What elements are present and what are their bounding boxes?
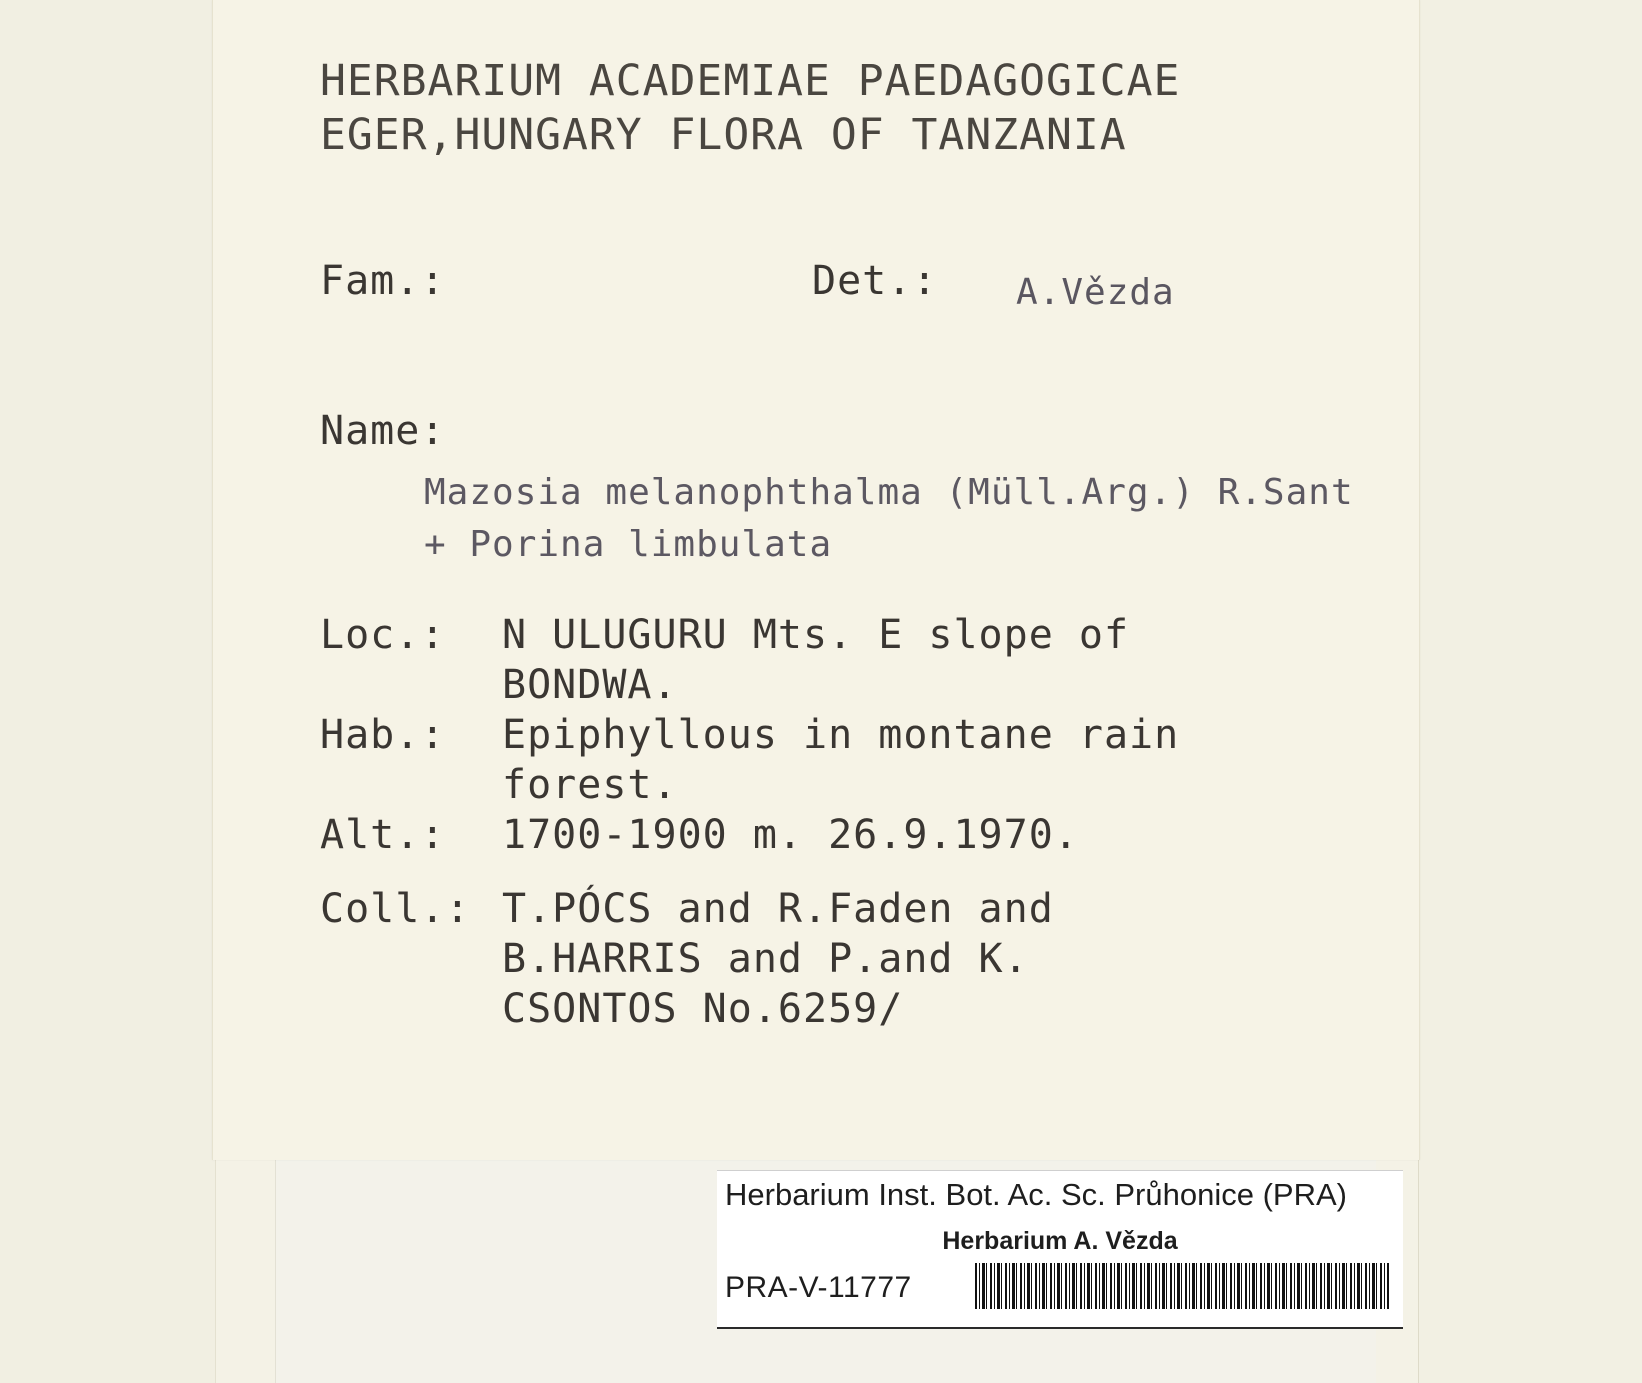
label-header-line2: EGER,HUNGARY FLORA OF TANZANIA	[320, 110, 1127, 160]
coll-label: Coll.:	[320, 886, 471, 932]
coll-line-2: B.HARRIS and P.and K.	[502, 936, 1029, 982]
coll-line-3: CSONTOS No.6259/	[502, 986, 904, 1032]
name-label: Name:	[320, 408, 446, 454]
hab-line-2: forest.	[502, 762, 678, 808]
alt-value: 1700-1900 m. 26.9.1970.	[502, 812, 1079, 858]
institution-stamp	[717, 1170, 1403, 1329]
alt-label: Alt.:	[320, 812, 446, 858]
coll-line-1: T.PÓCS and R.Faden and	[502, 886, 1054, 932]
barcode	[975, 1263, 1389, 1309]
stamp-collection: Herbarium A. Vězda	[942, 1227, 1178, 1255]
loc-label: Loc.:	[320, 612, 446, 658]
name-line-1: Mazosia melanophthalma (Müll.Arg.) R.Sant	[424, 472, 1354, 513]
loc-line-1: N ULUGURU Mts. E slope of	[502, 612, 1130, 658]
stamp-institution: Herbarium Inst. Bot. Ac. Sc. Průhonice (PRA)	[725, 1177, 1347, 1212]
sheet-right-fold	[1418, 0, 1642, 1383]
fam-label: Fam.:	[320, 258, 446, 304]
sheet-left-fold	[0, 0, 216, 1383]
hab-label: Hab.:	[320, 712, 446, 758]
label-header-line1: HERBARIUM ACADEMIAE PAEDAGOGICAE	[320, 56, 1181, 106]
name-line-2: + Porina limbulata	[424, 524, 833, 565]
loc-line-2: BONDWA.	[502, 662, 678, 708]
det-value: A.Vězda	[1016, 272, 1175, 313]
det-label: Det.:	[812, 258, 938, 304]
hab-line-1: Epiphyllous in montane rain	[502, 712, 1180, 758]
stamp-catalog-id: PRA-V-11777	[725, 1271, 912, 1304]
